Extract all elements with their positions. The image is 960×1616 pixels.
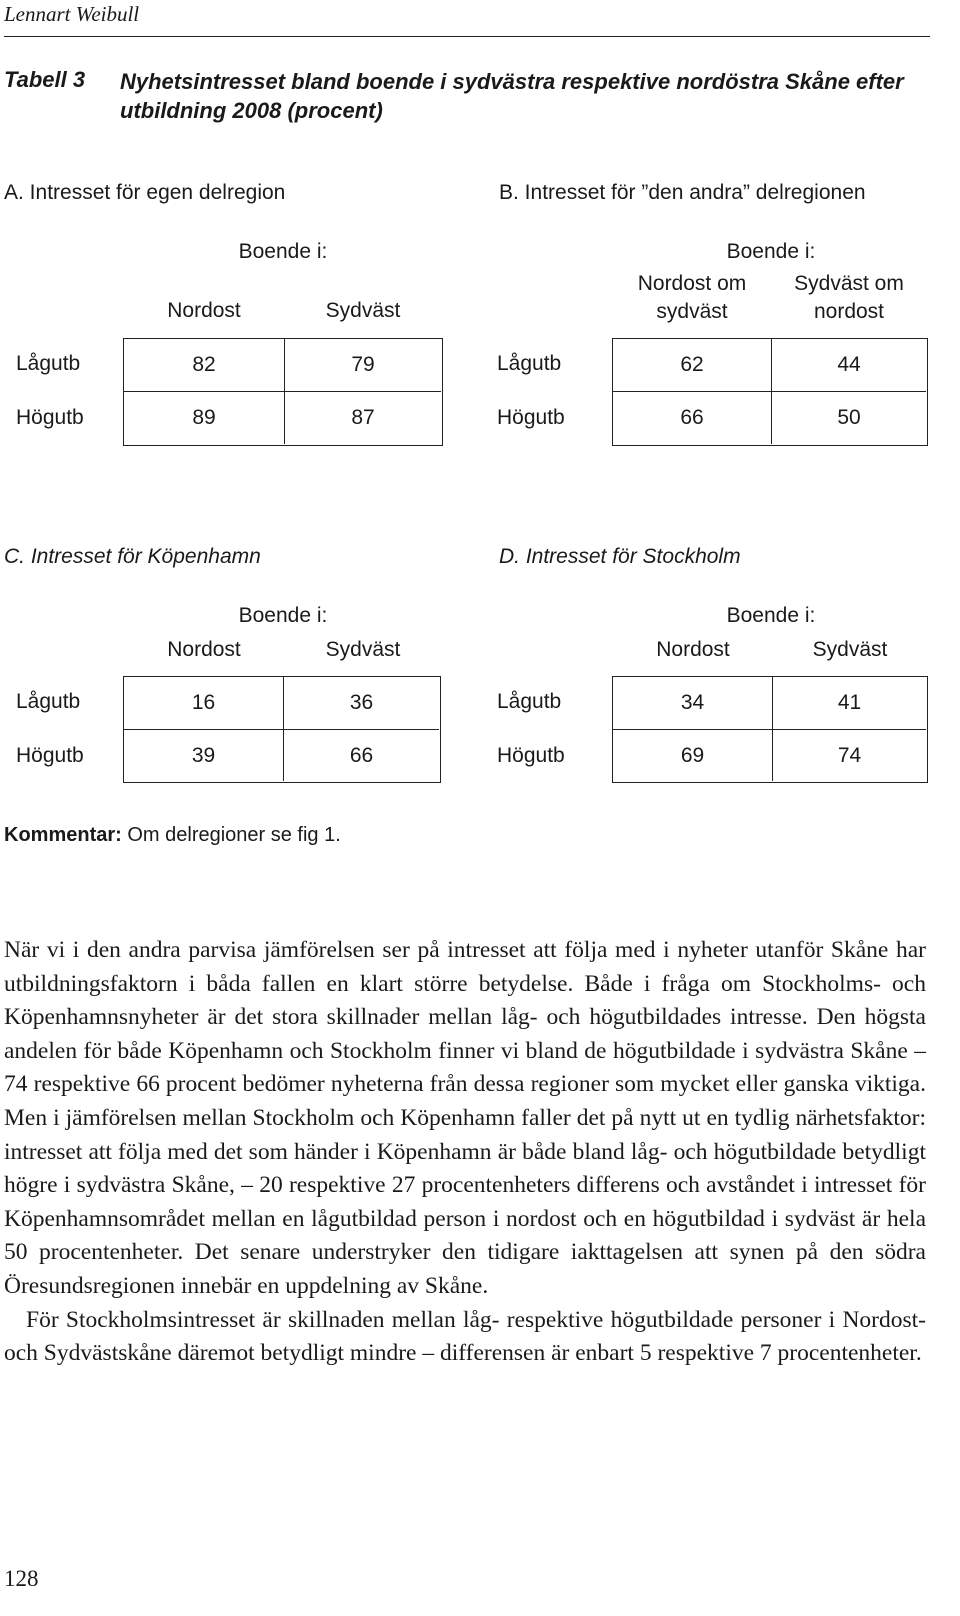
panel-a-row2-label: Högutb	[16, 406, 84, 429]
panel-b-col1-header	[614, 270, 770, 326]
panel-b-row2-label: Högutb	[497, 406, 565, 429]
panel-c-cell: 16	[124, 677, 284, 730]
panel-d-col2-header: Sydväst	[812, 638, 888, 661]
panel-c-row1-label: Lågutb	[16, 690, 81, 713]
panel-d-cell: 34	[613, 677, 773, 730]
table-title: Nyhetsintresset bland boende i sydvästra respektive nordöstra Skåne efter utbildning 2008 (procent)	[120, 69, 904, 123]
panel-b-cell: 66	[613, 392, 772, 444]
panel-a-col2-header: Sydväst	[325, 299, 401, 322]
panel-b-title: B. Intresset för ”den andra” delregionen	[499, 181, 866, 204]
panel-b-col1-header-line2: sydväst	[656, 300, 728, 323]
panel-a-title: A. Intresset för egen delregion	[4, 181, 286, 204]
running-head-author: Lennart Weibull	[4, 2, 140, 26]
panel-b-cell: 44	[772, 339, 926, 392]
body-paragraph: För Stockholmsintresset är skillnaden mellan låg- respektive högutbildade personer i Nordost- och Sydvästskåne däremot betydligt mindre – differensen är enbart 5 respektive 7 procentenheter.	[4, 1306, 926, 1367]
comment-label: Kommentar:	[4, 824, 122, 846]
panel-a-cell: 79	[285, 339, 441, 392]
panel-a-cell: 87	[351, 406, 375, 429]
panel-b-cell: 62	[613, 339, 772, 392]
panel-a-grid	[123, 338, 443, 446]
table-comment	[4, 824, 341, 847]
panel-c-group-label: Boende i:	[238, 604, 328, 627]
header-rule	[4, 36, 930, 37]
panel-d-cell: 41	[773, 677, 926, 730]
panel-b-group-label: Boende i:	[726, 240, 816, 263]
panel-b-col2-header	[770, 270, 928, 326]
panel-d-group-label: Boende i:	[726, 604, 816, 627]
panel-b-col1-header-line1: Nordost om	[637, 272, 747, 295]
body-paragraph: När vi i den andra parvisa jämförelsen ser på intresset att följa med i nyheter utanför Skåne har utbildningsfaktorn i båda fallen en klart större betydelse. Både i fråga om Stockholms- och Köpenhamnsnyheter är det stora skillnader mellan låg- och högutbildades intresse. Den högsta andelen för både Köpenhamn och Stockholm finner vi bland de högutbildade i sydvästra Skåne – 74 respektive 66 procent bedömer nyheterna från dessa regioner som mycket eller ganska viktiga. Men i jämförelsen mellan Stockholm och Köpenhamn faller det på nytt ut en tydlig närhetsfaktor: intresset att följa med det som händer i Köpenhamn är både bland låg- och högutbildade betydligt högre i sydvästra Skåne, – 20 respektive 27 procentenheters differens och avståndet i intresset för Köpenhamnsområdet mellan en lågutbildad person i nordost och en högutbildad i sydväst är hela 50 procentenheter. Det senare understryker den tidigare iakttagelsen att synen på den södra Öresundsregionen innebär en uppdelning av Skåne.	[4, 937, 926, 1299]
panel-b-col2-header-line1: Sydväst om	[794, 272, 904, 295]
panel-c-row2-label: Högutb	[16, 744, 84, 767]
panel-a-row1-label: Lågutb	[16, 352, 81, 375]
panel-b-grid	[612, 338, 928, 446]
table-number: Tabell 3	[4, 67, 86, 92]
panel-a-group-label: Boende i:	[238, 240, 328, 263]
panel-d-cell: 69	[613, 730, 773, 781]
panel-c-col2-header: Sydväst	[325, 638, 401, 661]
panel-d-cell: 74	[837, 743, 862, 767]
panel-c-cell: 39	[124, 730, 284, 781]
panel-b-col2-header-line2: nordost	[813, 300, 885, 323]
panel-d-grid	[612, 676, 928, 783]
panel-c-grid	[123, 676, 441, 783]
panel-c-col1-header: Nordost	[167, 638, 241, 661]
panel-a-cell: 82	[124, 339, 285, 392]
panel-d-title: D. Intresset för Stockholm	[499, 545, 741, 568]
panel-d-row2-label: Högutb	[497, 744, 565, 767]
page-number: 128	[4, 1566, 39, 1591]
panel-d-row1-label: Lågutb	[497, 690, 562, 713]
panel-c-title: C. Intresset för Köpenhamn	[4, 545, 261, 568]
comment-text: Om delregioner se fig 1.	[121, 824, 341, 846]
panel-d-col1-header: Nordost	[656, 638, 730, 661]
panel-b-row1-label: Lågutb	[497, 352, 562, 375]
panel-a-cell: 89	[124, 392, 285, 444]
panel-c-cell: 66	[349, 743, 374, 767]
body-text	[4, 934, 926, 1371]
panel-c-cell: 36	[284, 677, 439, 730]
panel-b-cell: 50	[837, 406, 861, 429]
panel-a-col1-header: Nordost	[167, 299, 241, 322]
